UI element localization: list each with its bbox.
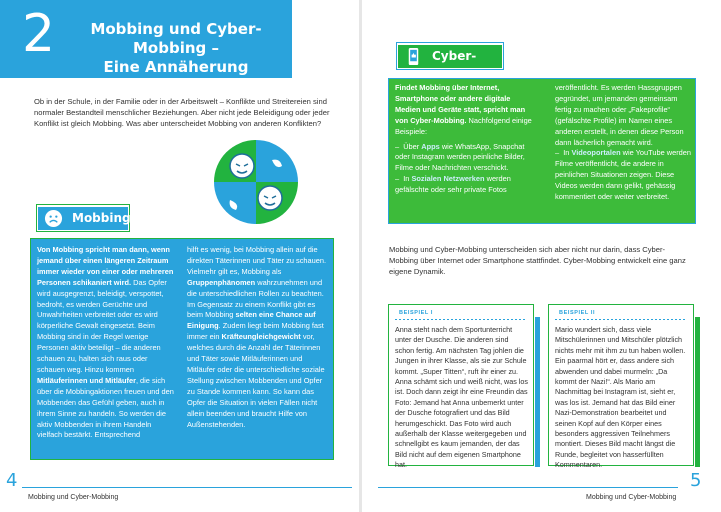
chapter-banner [0, 0, 292, 78]
cyber-bullet-1: – Über Apps wie WhatsApp, Snapchat oder Instagram werden peinliche Bilder, Filme oder Nachrichten verschickt. [395, 141, 525, 173]
text-run: vor, welches durch die Anzahl der Täterinnen und Täter sowie Mitläuferinnen und Mitläufer oder die unterschiedliche soziale Stellung zwischen Mobbenden und Opfer zu Stande kommen kann. So kann das Opfer die Situation in vielen Fällen nicht allein beenden und braucht Hilfe von Außenstehenden. [187, 332, 325, 429]
example-1-divider [395, 319, 527, 320]
cyber-col2-text: veröffentlicht. Es werden Hassgruppen gegründet, um jemanden gemeinsam fertig zu machen oder „Fakeprofile“ (gefälschte Profile) im Namen eines anderen erstellt, in denen diese Person dann lächerlich gemacht wird. [555, 83, 684, 147]
bold-text-run: Gruppenphänomen [187, 277, 256, 287]
text-run: hilft es wenig, bei Mobbing allein auf die direkten Täterinnen und Täter zu schauen. Vielmehr gilt es, Mobbing als [187, 245, 327, 276]
cyber-bullet-3: – In Videoportalen wie YouTube werden Filme veröffentlicht, die andere in peinlichen Situationen zeigen. Diese Videos werden dann gelikt, gehässig kommentiert oder weiter verbreitet. [555, 148, 691, 202]
text-run: . Zudem liegt beim Mobbing fast immer ein [187, 321, 324, 342]
text-run: Das Opfer wird ausgegrenzt, beleidigt, verspottet, bedroht, es werden Gerüchte und Unwahrheiten verbreitet oder es wird körperliche Gewalt eingesetzt. Beim Mobbing sind in der Regel wenige Personen aktiv beteiligt – die anderen schauen zu, halten sich raus oder schauen weg. Hinzu kommen [37, 277, 167, 374]
example-box-1 [388, 304, 534, 470]
footer-rule-right [378, 487, 678, 488]
example-1-accent [535, 317, 540, 467]
text-run: wahrzunehmen und die unterschiedlichen Rollen zu beachten. Im Gegensatz zu einem Konflikt gibt es beim Mobbing [187, 277, 324, 320]
example-2-accent [695, 317, 700, 467]
page-number-right: 5 [690, 470, 702, 491]
example-2-text: Mario wundert sich, dass viele Mitschülerinnen und Mitschüler plötzlich nichts mehr mit ihm zu tun haben wollen. Ein paarmal hört er, dass andere sich abwenden und dabei murmeln: „Da kommt der Nazi!“. Als Mario am Nachmittag bei Instagram ist, sieht er, was los ist. Jemand hat das Bild einer Nazi-Demonstration bearbeitet und seinen Kopf auf den Körper eines besonders aggressiven Teilnehmers montiert. Dieses Bild macht längst die Runde, begleitet von hasserfüllten Kommentaren. [555, 325, 686, 470]
bold-text-run: Von Mobbing spricht man dann, wenn jemand über einen längeren Zeitraum immer wieder von einer oder mehreren Personen schikaniert wird. [37, 245, 174, 287]
chapter-title-line2: Eine Annäherung [103, 58, 249, 76]
example-1-title: BEISPIEL I [399, 310, 434, 316]
mobbing-definition-box [30, 238, 334, 460]
chapter-title-line1: Mobbing und Cyber-Mobbing – [90, 20, 262, 57]
text-run: , die sich über die Mobbingaktionen freuen und den Mobbenden das Gefühl geben, auch in ihrem Sinne zu handeln. So werden die aktiv Mobbenden in ihrem Handeln vielfach bestärkt. Entsprechend [37, 375, 174, 440]
mocking-faces-illustration [214, 140, 298, 224]
mobbing-column-1 [37, 245, 175, 441]
example-2-title: BEISPIEL II [559, 310, 596, 316]
footer-label-left: Mobbing und Cyber-Mobbing [28, 494, 119, 501]
page-number-left: 4 [6, 470, 18, 491]
bold-text-run: Mitläuferinnen und Mitläufer [37, 375, 136, 385]
example-box-2 [548, 304, 694, 470]
mobbing-column-2 [187, 245, 327, 430]
bold-text-run: Kräfteungleichgewicht [221, 332, 301, 342]
footer-label-right: Mobbing und Cyber-Mobbing [586, 494, 677, 501]
chapter-number: 2 [22, 4, 56, 64]
cyber-column-1 [395, 83, 535, 196]
bold-text-run: selten eine Chance auf Einigung [187, 310, 316, 331]
chapter-title [64, 20, 288, 77]
cyber-intro-rest: Nachfolgend einige Beispiele: [395, 115, 532, 136]
cyber-mobbing-box [388, 78, 696, 224]
intro-paragraph: Ob in der Schule, in der Familie oder in der Arbeitswelt – Konflikte und Streitereien sind normaler Bestandteil menschlicher Beziehungen. Aber nicht jede Beleidigung oder jeder Konflikt ist gleich Mobbing. Was aber unterscheidet Mobbing von anderen Konflikten? [34, 97, 330, 129]
cyber-bullet-2: – In Sozialen Netzwerken werden gefälschte oder sehr private Fotos [395, 174, 511, 195]
footer-rule-left [22, 487, 352, 488]
smartphone-like-icon [404, 47, 423, 66]
example-1-text: Anna steht nach dem Sportunterricht unter der Dusche. Die anderen sind schon fertig. Am nächsten Tag johlen die Jungen in ihrer Klasse, als sie zur Schule kommt. „Super Titten“, ruft ihr einer zu. Anna schämt sich und weiß nicht, was los ist. Doch dann zeigt ihr eine Freundin das Foto: Jemand hat Anna unbemerkt unter der Dusche fotografiert und das Bild herumgeschickt. Das Foto wird auch außerhalb der Klasse weitergegeben und schnellgibt es kaum jemanden, der das Bild nicht auf dem eigenen Smartphone hat. [395, 325, 529, 470]
page-gutter [359, 0, 362, 512]
example-2-divider [555, 319, 687, 320]
difference-paragraph: Mobbing und Cyber-Mobbing unterscheiden sich aber nicht nur darin, dass Cyber-Mobbing über Internet oder Smartphone stattfindet. Cyber-Mobbing entwickelt eine ganz eigene Dynamik. [389, 245, 686, 276]
cyber-tab-label: Cyber- [432, 49, 477, 63]
cyber-column-2 [555, 83, 693, 203]
cyber-intro-bold: Findet Mobbing über Internet, Smartphone oder andere digitale Medien und Geräte statt, spricht man von Cyber-Mobbing. [395, 83, 526, 125]
mobbing-tab [38, 207, 131, 230]
sad-face-icon [44, 209, 63, 228]
cyber-mobbing-tab [398, 45, 502, 68]
mobbing-tab-label: Mobbing [72, 211, 131, 225]
